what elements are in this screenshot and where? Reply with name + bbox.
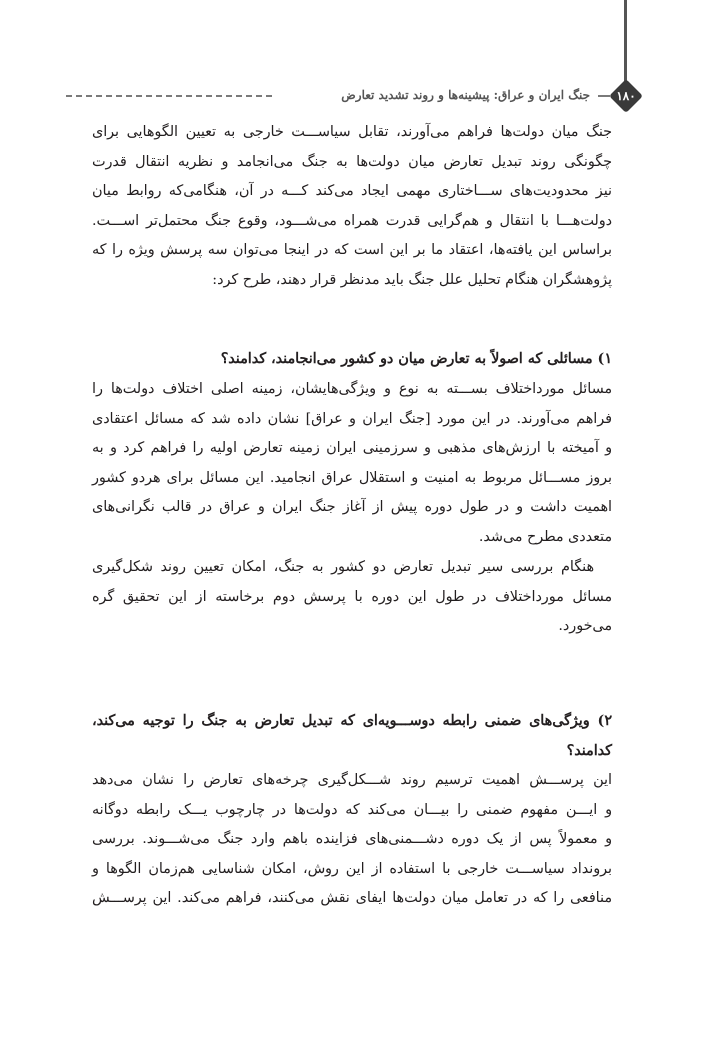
text-line: مسائل مورداختلاف در طول این دوره با پرسش دوم برخاسته از این تحقیق گره [92, 588, 612, 605]
running-title: جنگ ایران و عراق: پیشینه‌ها و روند تشدید تعارض [341, 88, 590, 102]
heading-line: ۲) ویژگی‌های ضمنی رابطه دوســـویه‌ای که تبدیل تعارض به جنگ را توجیه می‌کند، [92, 713, 612, 729]
text-line: و آمیخته با ارزش‌های مذهبی و سرزمینی ایران زمینه تعارض اولیه را فراهم کرد و به [92, 440, 612, 457]
paragraph-4 [92, 766, 612, 914]
text-line: مسائل مورداختلاف بســـته به نوع و ویژگی‌هایشان، زمینه اصلی اختلاف دولت‌ها را [92, 381, 612, 397]
text-line: متعددی مطرح می‌شد. [478, 528, 612, 545]
paragraph-1 [92, 118, 612, 296]
section-heading-2 [92, 707, 612, 766]
paragraph-2 [92, 375, 612, 553]
text-line: نیز محدودیت‌های ســـاختاری مهمی ایجاد می‌کند کـــه در آن، هنگامی‌که روابط میان [92, 183, 612, 200]
header-dash-left [66, 95, 272, 97]
text-line: جنگ میان دولت‌ها فراهم می‌آورند، تقابل سیاســـت خارجی به تعیین الگوهایی برای [92, 124, 612, 140]
text-line: برونداد سیاســـت خارجی با استفاده از این روش، امکان شناسایی هم‌زمان الگوها و [92, 860, 612, 877]
text-line: اهمیت داشت و در طول دوره پیش از آغاز جنگ ایران و عراق در قالب نگرانی‌های [92, 499, 612, 516]
header-vertical-rule [624, 0, 627, 86]
text-line: و ایـــن مفهوم ضمنی را بیـــان می‌کند که دولت‌ها در چارچوب یـــک رابطه دوگانه [92, 801, 612, 818]
text-line: هنگام بررسی سیر تبدیل تعارض دو کشور به جنگ، امکان تعیین روند شکل‌گیری [92, 559, 594, 575]
heading-line: ۱) مسائلی که اصولاً به تعارض میان دو کشور می‌انجامند، کدامند؟ [220, 351, 612, 367]
heading-line: کدامند؟ [566, 742, 612, 759]
text-line: بروز مســـائل مربوط به امنیت و استقلال عراق انجامید. این مسائل برای هردو کشور [92, 469, 612, 486]
text-line: دولت‌هـــا با انتقال و هم‌گرایی قدرت همراه می‌شـــود، وقوع جنگ محتمل‌تر اســـت. [92, 212, 612, 229]
text-line: می‌خورد. [558, 618, 612, 635]
text-line: و معمولاً پس از یک دوره دشـــمنی‌های فزاینده باهم وارد جنگ می‌شـــوند. بررسی [92, 831, 612, 848]
text-line: پژوهشگران هنگام تحلیل علل جنگ باید مدنظر قرار دهند، طرح کرد: [212, 271, 612, 288]
header-dash-right [598, 95, 610, 97]
section-heading-1 [92, 345, 612, 375]
text-line: فراهم می‌آورند. در این مورد [جنگ ایران و عراق] نشان داده شد که مسائل اعتقادی [92, 410, 612, 427]
paragraph-3 [92, 553, 612, 642]
text-line: این پرســـش اهمیت ترسیم روند شـــکل‌گیری چرخه‌های تعارض را نشان می‌دهد [92, 772, 612, 788]
text-line: منافعی را که در تعامل میان دولت‌ها ایفای نقش می‌کنند، فراهم می‌کند. این پرســـش [92, 890, 612, 907]
text-line: چگونگی روند تبدیل تعارض میان دولت‌ها به جنگ می‌انجامد و نظریه انتقال قدرت [92, 153, 612, 170]
page-number: ۱۸۰ [616, 89, 636, 103]
text-line: براساس این یافته‌ها، اعتقاد ما بر این است که در اینجا می‌توان سه پرسش ویژه را که [92, 242, 612, 259]
